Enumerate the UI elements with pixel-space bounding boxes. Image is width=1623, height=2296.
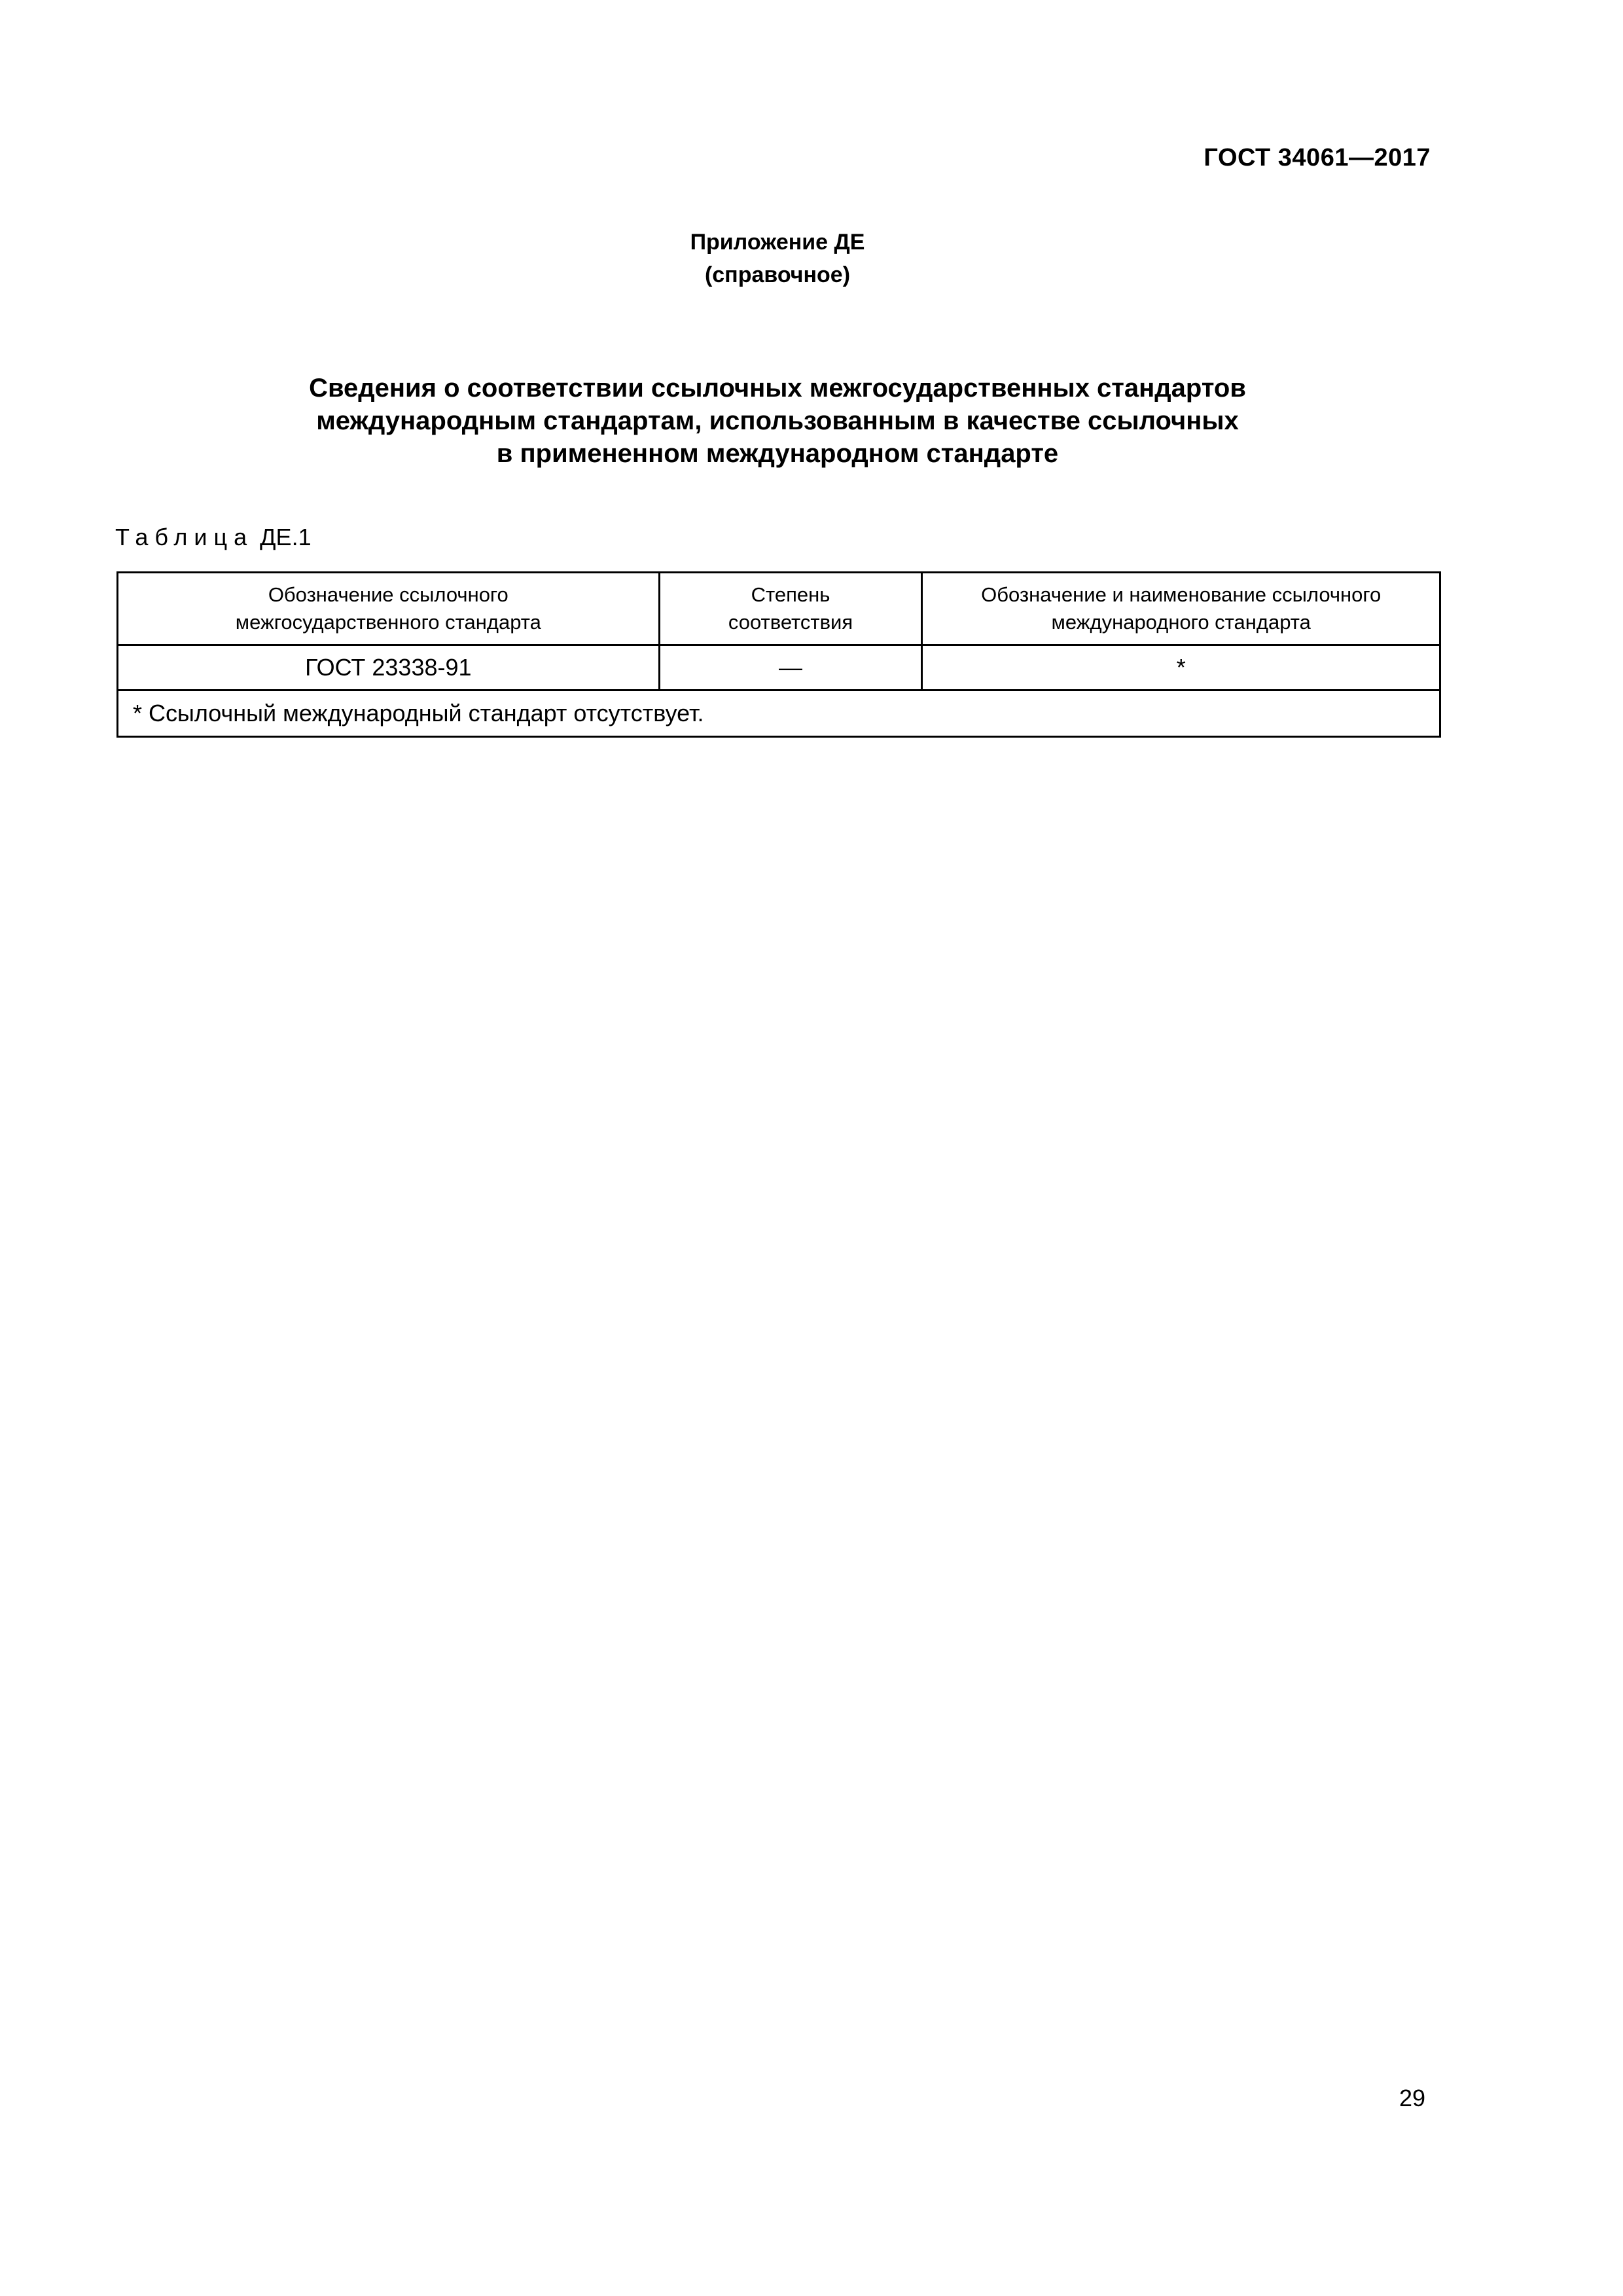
section-title-line-1: Сведения о соответствии ссылочных межгосударственных стандартов: [309, 374, 1246, 403]
page-number: 29: [1399, 2085, 1425, 2111]
column-header-line: Обозначение и наименование ссылочного: [981, 583, 1382, 606]
table-footnote: * Ссылочный международный стандарт отсутствует.: [118, 691, 1440, 737]
column-header-line: соответствия: [728, 611, 853, 634]
table-footnote-row: [118, 691, 1440, 737]
column-header-line: Степень: [751, 583, 830, 606]
table-row: [118, 645, 1440, 691]
column-header-conformity: [659, 573, 922, 645]
section-title-line-2: международным стандартам, использованным в качестве ссылочных: [316, 406, 1239, 435]
cell-international-standard: *: [922, 645, 1440, 691]
section-title-line-3: в примененном международном стандарте: [496, 439, 1059, 468]
appendix-type: (справочное): [704, 262, 851, 287]
table-caption-word: Таблица: [115, 524, 254, 550]
appendix-title: Приложение ДЕ: [690, 230, 865, 255]
appendix-heading: [0, 226, 1555, 291]
table-header-row: [118, 573, 1440, 645]
document-code: ГОСТ 34061—2017: [1204, 144, 1431, 171]
column-header-interstate-standard: [118, 573, 660, 645]
cell-interstate-standard: ГОСТ 23338-91: [118, 645, 660, 691]
reference-standards-table: [116, 571, 1441, 738]
column-header-line: межгосударственного стандарта: [235, 611, 541, 634]
column-header-line: международного стандарта: [1051, 611, 1311, 634]
column-header-line: Обозначение ссылочного: [268, 583, 508, 606]
section-title: [0, 372, 1555, 470]
table-caption-number: ДЕ.1: [260, 524, 312, 550]
table-caption: [115, 524, 312, 551]
cell-conformity: —: [659, 645, 922, 691]
column-header-international-standard: [922, 573, 1440, 645]
